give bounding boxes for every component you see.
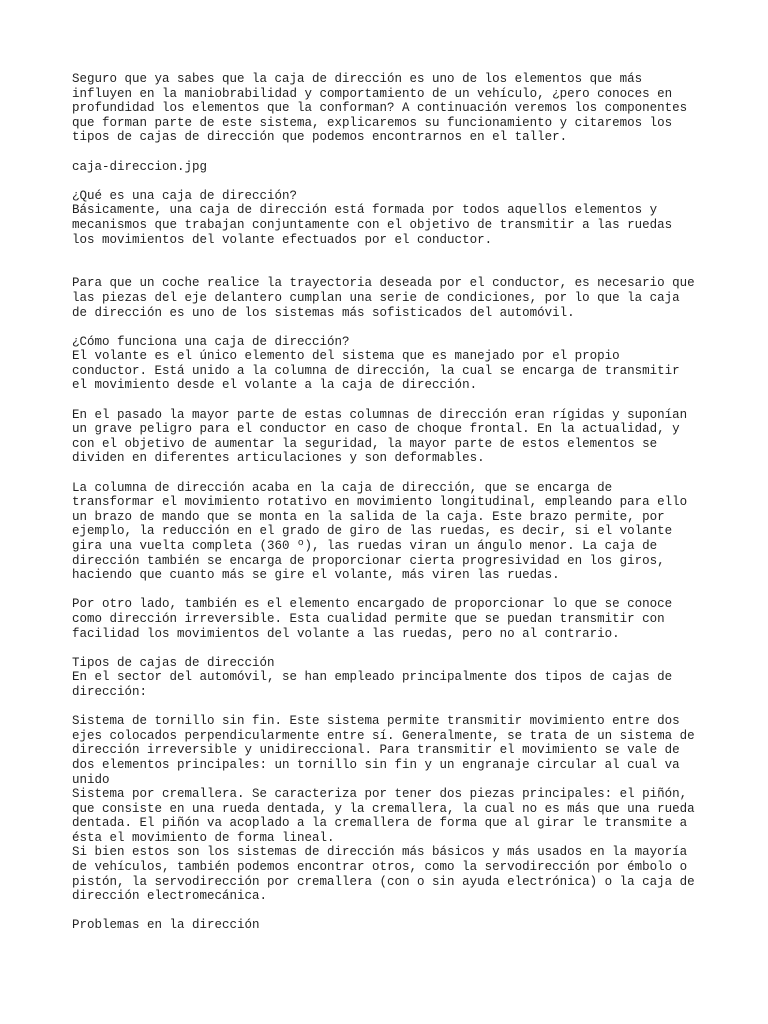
intro-paragraph: Seguro que ya sabes que la caja de dirección es uno de los elementos que más influyen en la maniobrabilidad y comportamiento de un vehículo, ¿pero conoces en profundidad los elementos que la conforman? A continuación veremos los componentes que forman parte de este sistema, explicaremos su funcionamiento y citaremos los tipos de cajas de dirección que podemos encontrarnos en el taller. bbox=[72, 72, 688, 145]
section-problems-heading: Problemas en la dirección bbox=[72, 918, 260, 933]
image-filename: caja-direccion.jpg bbox=[72, 159, 208, 174]
trajectory-paragraph: Para que un coche realice la trayectoria deseada por el conductor, es necesario que las piezas del eje delantero cumplan una serie de condiciones, por lo que la caja de dirección es uno de los sistemas más sofisticados del automóvil. bbox=[72, 276, 695, 320]
section-how-it-works: ¿Cómo funciona una caja de dirección? El volante es el único elemento del sistema que es manejado por el propio conductor. Está unido a la columna de dirección, la cual se encarga de transmitir el movimiento desde el volante a la caja de dirección. bbox=[72, 334, 680, 393]
section-types: Tipos de cajas de dirección En el sector del automóvil, se han empleado principalmente dos tipos de cajas de dirección: bbox=[72, 655, 673, 699]
document-body bbox=[72, 72, 712, 948]
section-what-is: ¿Qué es una caja de dirección? Básicamente, una caja de dirección está formada por todos aquellos elementos y mecanismos que trabajan conjuntamente con el objetivo de transmitir a las ruedas los movimientos del volante efectuados por el conductor. bbox=[72, 188, 673, 247]
irreversible-paragraph: Por otro lado, también es el elemento encargado de proporcionar lo que se conoce como dirección irreversible. Esta cualidad permite que se puedan transmitir con facilidad los movimientos del volante a las ruedas, pero no al contrario. bbox=[72, 597, 673, 641]
history-paragraph: En el pasado la mayor parte de estas columnas de dirección eran rígidas y suponían un grave peligro para el conductor en caso de choque frontal. En la actualidad, y con el objetivo de aumentar la seguridad, la mayor parte de estos elementos se dividen en diferentes articulaciones y son deformables. bbox=[72, 407, 688, 466]
column-paragraph: La columna de dirección acaba en la caja de dirección, que se encarga de transformar el movimiento rotativo en movimiento longitudinal, empleando para ello un brazo de mando que se monta en la salida de la caja. Este brazo permite, por ejemplo, la reducción en el grado de giro de las ruedas, es decir, si el volante gira una vuelta completa (360 º), las ruedas viran un ángulo menor. La caja de dirección también se encarga de proporcionar cierta progresividad en los giros, haciendo que cuanto más se gire el volante, más viren las ruedas. bbox=[72, 480, 688, 583]
types-list: Sistema de tornillo sin fin. Este sistema permite transmitir movimiento entre dos ejes colocados perpendicularmente entre sí. Generalmente, se trata de un sistema de dirección irreversible y unidireccional. Para transmitir el movimiento se vale de dos elementos principales: un tornillo sin fin y un engranaje circular al cual va unido Sistema por cremallera. Se caracteriza por tener dos piezas principales: el piñón, que consiste en una rueda dentada, y la cremallera, la cual no es más que una rueda dentada. El piñón va acoplado a la cremallera de forma que al girar le transmite a ésta el movimiento de forma lineal. Si bien estos son los sistemas de dirección más básicos y más usados en la mayoría de vehículos, también podemos encontrar otros, como la servodirección por émbolo o pistón, la servodirección por cremallera (con o sin ayuda electrónica) o la caja de dirección electromecánica. bbox=[72, 714, 695, 904]
